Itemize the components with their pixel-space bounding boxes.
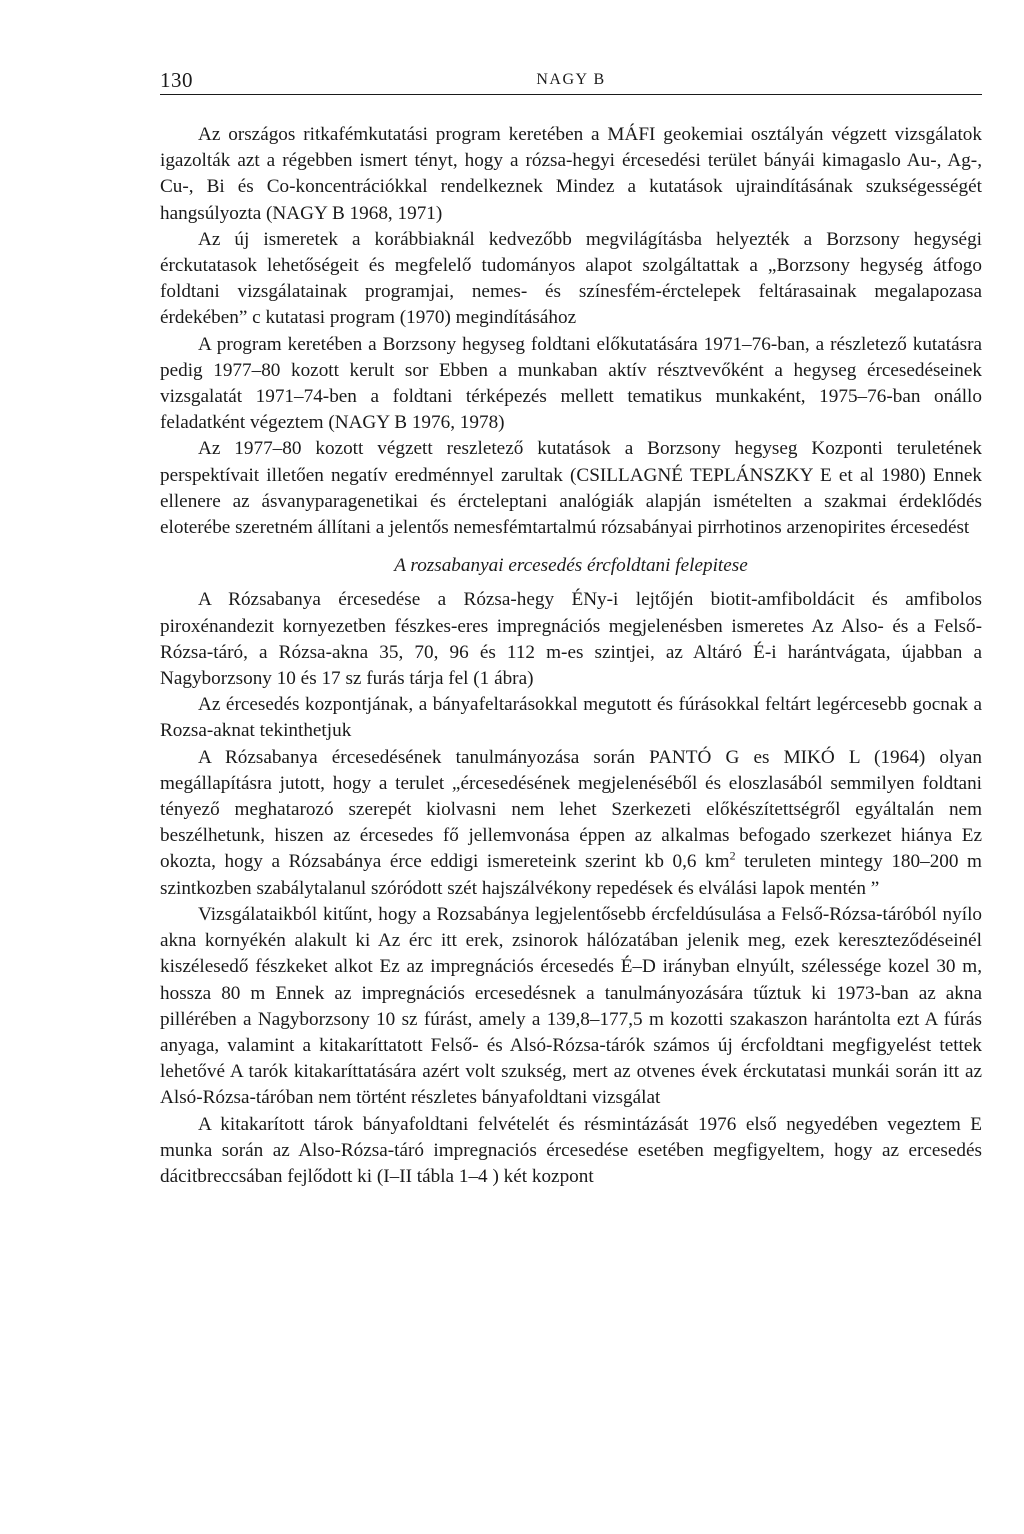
body-text: [160, 122, 982, 1190]
section-heading: A rozsabanyai ercesedés ércfoldtani felepitese: [394, 555, 748, 577]
paragraph: Az 1977–80 kozott végzett reszletező kutatások a Borzsony hegyseg Kozponti teruletének perspektívait illetően negatív eredménnyel zarultak (CSILLAGNÉ TEPLÁNSZKY E et al 1980) Ennek ellenere az ásvanyparagenetikai és ércteleptani analógiák alapján ismételten a szakmai érdeklődés eloterébe szeretném állítani a jelentős nemesfémtartalmú rózsabányai pirrhotinos arzenopirites ércesedést: [160, 438, 982, 539]
paragraph-text-before: A Rózsabanya ércesedésének tanulmányozása során PANTÓ G es MIKÓ L (1964) olyan megállapításra jutott, hogy a terulet „ércesedésének megjelenéséből és eloszlasából semmilyen foldtani tényező meghatarozó szerepét kiolvasni nem lehet Szerkezeti előkészítettségről egyáltalán nem beszélhetunk, hiszen az ércesedes fő jellemvonása éppen az alkalmas befogado szerkezet hiánya Ez okozta, hogy a Rózsabánya érce eddigi ismereteink szerint kb 0,6 km: [160, 746, 982, 873]
paragraph-text-after: teruleten mintegy 180–200 m szintkozben szabálytalanul szóródott szét hajszálvékony repedések és elválási lapok mentén ”: [160, 851, 982, 899]
paragraph: Az ércesedés kozpontjának, a bányafeltarásokkal megutott és fúrásokkal feltárt legércesebb gocnak a Rozsa-aknat tekinthetjuk: [160, 694, 982, 742]
paragraph: Az országos ritkafémkutatási program keretében a MÁFI geokemiai osztályán végzett vizsgálatok igazolták azt a régebben ismert tényt, hogy a rózsa-hegyi ércesedési terület bányái kimagaslo Au-, Ag-, Cu-, Bi és Co-koncentrációkkal rendelkeznek Mindez a kutatások ujraindításának szukségességét hangsúlyozta (NAGY B 1968, 1971): [160, 124, 982, 224]
running-title: NAGY B: [536, 71, 606, 88]
paragraph: A Rózsabanya ércesedése a Rózsa-hegy ÉNy-i lejtőjén biotit-amfiboldácit és amfibolos piroxénandezit kornyezetben fészkes-eres impregnációs megjelenésben ismeretes Az Also- és a Felső-Rózsa-táró, a Rózsa-akna 35, 70, 96 és 112 m-es szintjei, az Altáró É-i harántvágata, újabban a Nagyborzsony 10 és 17 sz furás tárja fel (1 ábra): [160, 589, 982, 690]
paragraph: Az új ismeretek a korábbiaknál kedvezőbb megvilágításba helyezték a Borzsony hegységi érckutatasok lehetőségeit és megfelelő tudományos alapot szolgáltattak a „Borzsony hegység átfogo foldtani vizsgálatainak programjai, nemes- és színesfém-érctelepek feltárasainak megalapozasa érdekében” c kutatasi program (1970) megindításához: [160, 228, 982, 329]
paragraph-with-superscript: [160, 745, 982, 902]
page-number: 130: [160, 68, 193, 92]
paragraph: Vizsgálataikból kitűnt, hogy a Rozsabánya legjelentősebb ércfeldúsulása a Felső-Rózsa-táróból nyílo akna kornyékén alakult ki Az érc itt erek, zsinorok hálózatában jelenik meg, ezek kereszteződéseinél kiszélesedő fészkeket alkot Ez az impregnációs ércesedés É–D irányban elnyúlt, szélessége kozel 30 m, hossza 80 m Ennek az impregnációs ercesedésnek a tanulmányozására tűztuk ki 1973-ban az akna pillérében a Nagyborzsony 10 sz fúrást, amely a 139,8–177,5 m kozotti szakaszon harántolta ezt A fúrás anyaga, valamint a kitakaríttatott Felső- és Alsó-Rózsa-tárók számos új ércfoldtani megfigyelést tettek lehetővé A tarók kitakaríttatására azért volt szukség, mert az otvenes évek érckutatasi munkái során itt az Alsó-Rózsa-táróban nem történt részletes bányafoldtani vizsgálat: [160, 903, 982, 1109]
running-head: [160, 64, 982, 95]
paragraph: A kitakarított tárok bányafoldtani felvételét és résmintázását 1976 első negyedében vegeztem E munka során az Also-Rózsa-táró impregnaciós ércesedése esetében megfigyeltem, hogy az ercesedés dácitbreccsában fejlődott ki (I–II tábla 1–4 ) két kozpont: [160, 1113, 982, 1187]
superscript: 2: [729, 849, 736, 864]
paragraph: A program keretében a Borzsony hegyseg foldtani előkutatására 1971–76-ban, a részletező kutatásra pedig 1977–80 kozott kerult sor Ebben a munkaban aktív résztvevőként a hegyseg ércesedéseinek vizsgalatát 1971–74-ben a foldtani térképezés mellett tematikus munkaként, 1975–76-ban onállo feladatként végeztem (NAGY B 1976, 1978): [160, 333, 982, 434]
